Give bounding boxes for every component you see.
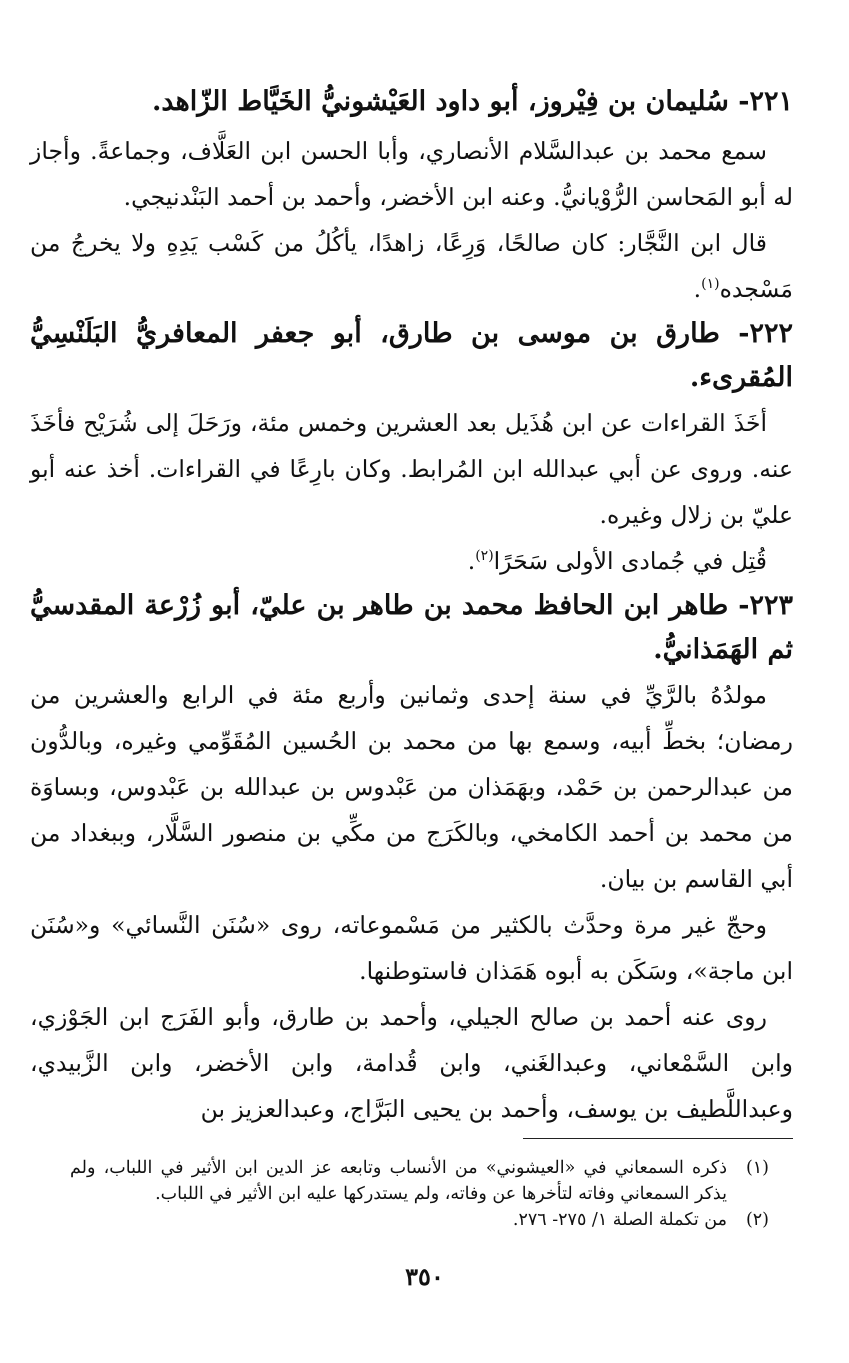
footnote-ref-1[interactable]: (١) xyxy=(701,276,720,293)
footnote-2-number: (٢) xyxy=(745,1210,769,1230)
entry-223-paragraph-3: روى عنه أحمد بن صالح الجيلي، وأحمد بن طارق، وأبو الفَرَج ابن الجَوْزي، وابن السَّمْعاني، وعبدالغَني، وابن قُدامة، وابن الأخضر، وابن الزَّبيدي، وعبداللَّطيف بن يوسف، وأحمد بن يحيى البَرَّاج، وعبدالعزيز بن xyxy=(30,1003,793,1123)
entry-222-paragraph-2-tail: . xyxy=(467,547,476,575)
entry-title-223: ٢٢٣- طاهر ابن الحافظ محمد بن طاهر بن عليّ، أبو زُرْعة المقدسيُّ ثم الهَمَذانيُّ. xyxy=(30,590,793,665)
entry-221-paragraph-2 xyxy=(30,220,793,312)
footnote-1 xyxy=(70,1155,769,1207)
footnote-1-text: ذكره السمعاني في «العيشوني» من الأنساب وتابعه عز الدين ابن الأثير في اللباب، ولم يذكر السمعاني وفاته لتأخرها عن وفاته، ولم يستدركها عليه ابن الأثير في اللباب. xyxy=(70,1158,727,1204)
footnote-2 xyxy=(70,1207,769,1233)
page-number: ٣٥٠ xyxy=(405,1262,444,1291)
footnote-divider xyxy=(523,1138,793,1139)
entry-title-222: ٢٢٢- طارق بن موسى بن طارق، أبو جعفر المعافريُّ البَلَنْسِيُّ المُقرىء. xyxy=(30,318,793,393)
entry-title-221: ٢٢١- سُليمان بن فِيْروز، أبو داود العَيْشونيُّ الخَيَّاط الزّاهد. xyxy=(151,86,793,117)
footnote-2-text: من تكملة الصلة ١/ ٢٧٥- ٢٧٦. xyxy=(512,1210,727,1230)
footnote-ref-2[interactable]: (٢) xyxy=(475,548,494,565)
entry-221-paragraph-2-tail: . xyxy=(693,275,702,303)
page-body xyxy=(30,80,793,1132)
entry-223-paragraph-2: وحجّ غير مرة وحدَّث بالكثير من مَسْموعاته، روى «سُنَن النَّسائي» و«سُنَن ابن ماجة»، وسَكَن به أبوه هَمَذان فاستوطنها. xyxy=(30,911,793,985)
entry-222-paragraph-2 xyxy=(30,538,793,584)
entry-221-paragraph-1: سمع محمد بن عبدالسَّلام الأنصاري، وأبا الحسن ابن العَلَّاف، وجماعةً. وأجاز له أبو المَحاسن الرُّوْيانيُّ. وعنه ابن الأخضر، وأحمد بن أحمد البَنْدنيجي. xyxy=(30,137,793,211)
entry-221-paragraph-2-text: قال ابن النَّجَّار: كان صالحًا، وَرِعًا، زاهدًا، يأكُلُ من كَسْب يَدِهِ ولا يخرجُ من مَسْجده xyxy=(30,229,793,303)
entry-222-paragraph-1: أخَذَ القراءات عن ابن هُذَيل بعد العشرين وخمس مئة، ورَحَلَ إلى شُرَيْح فأخَذَ عنه. وروى عن أبي عبدالله ابن المُرابط. وكان بارِعًا في القراءات. أخذ عنه أبو عليّ بن زلال وغيره. xyxy=(30,409,793,529)
footnote-1-number: (١) xyxy=(745,1158,769,1178)
footnotes xyxy=(70,1155,769,1233)
entry-223-paragraph-1: مولدُهُ بالرَّيِّ في سنة إحدى وثمانين وأربع مئة في الرابع والعشرين من رمضان؛ بخطِّ أبيه، وسمع بها من محمد بن الحُسين المُقَوِّمي وغيره، وبالدُّون من عبدالرحمن بن حَمْد، وبهَمَذان من عَبْدوس بن عبدالله بن عَبْدوس، وبساوَة من محمد بن أحمد الكامخي، وبالكَرَج من مكِّي بن منصور السَّلَّار، وببغداد من أبي القاسم بن بيان. xyxy=(30,681,793,893)
entry-222-paragraph-2-text: قُتِل في جُمادى الأولى سَحَرًا xyxy=(493,547,767,575)
